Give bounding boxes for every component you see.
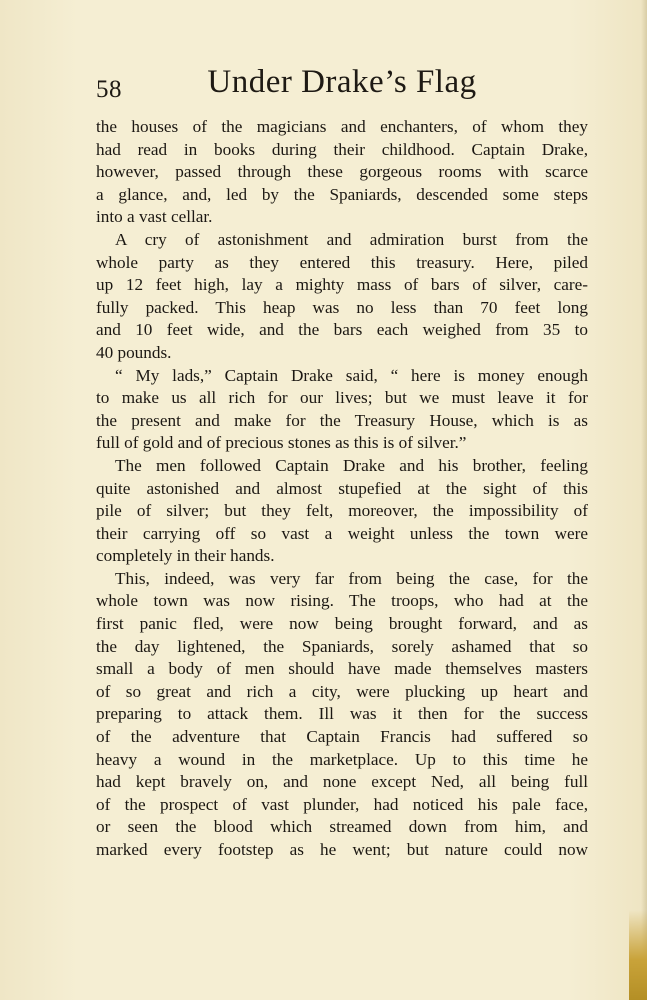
text-line: preparing to attack them. Ill was it then for the success (96, 704, 588, 724)
paragraph (96, 568, 588, 862)
page-number: 58 (96, 76, 122, 103)
text-line: completely in their hands. (96, 546, 275, 566)
text-line: of so great and rich a city, were plucking up heart and (96, 681, 588, 701)
text-line: however, passed through these gorgeous rooms with scarce (96, 162, 588, 182)
paragraph (96, 229, 588, 365)
text-line: pile of silver; but they felt, moreover, the impossibility of (96, 501, 588, 521)
text-line: to make us all rich for our lives; but we must leave it for (96, 388, 588, 408)
text-line: had read in books during their childhood. Captain Drake, (96, 139, 588, 159)
paragraph (96, 455, 588, 568)
text-line: A cry of astonishment and admiration burst from the (115, 229, 588, 249)
text-line: had kept bravely on, and none except Ned, all being full (96, 772, 588, 792)
text-line: small a body of men should have made themselves masters (96, 659, 588, 679)
text-line: of the prospect of vast plunder, had noticed his pale face, (96, 794, 588, 814)
text-line: their carrying off so vast a weight unless the town were (96, 523, 588, 543)
paragraph (96, 365, 588, 455)
text-line: The men followed Captain Drake and his brother, feeling (115, 455, 588, 475)
text-line: heavy a wound in the marketplace. Up to this time he (96, 749, 588, 769)
text-line: first panic fled, were now being brought forward, and as (96, 614, 588, 634)
paragraph (96, 116, 588, 229)
text-line: the day lightened, the Spaniards, sorely ashamed that so (96, 636, 588, 656)
text-line: the present and make for the Treasury House, which is as (96, 410, 588, 430)
running-title: Under Drake’s Flag (207, 64, 477, 100)
text-line: the houses of the magicians and enchanters, of whom they (96, 117, 588, 136)
text-line: and 10 feet wide, and the bars each weighed from 35 to (96, 320, 588, 340)
text-line: into a vast cellar. (96, 207, 213, 227)
text-line: fully packed. This heap was no less than 70 feet long (96, 297, 588, 317)
running-header (96, 64, 588, 108)
text-line: up 12 feet high, lay a mighty mass of bars of silver, care- (96, 275, 588, 295)
text-line: quite astonished and almost stupefied at the sight of this (96, 478, 588, 498)
text-line: of the adventure that Captain Francis had suffered so (96, 727, 588, 747)
text-line: full of gold and of precious stones as this is of silver.” (96, 433, 467, 453)
text-line: 40 pounds. (96, 342, 172, 362)
text-line: whole town was now rising. The troops, who had at the (96, 591, 588, 611)
text-line: marked every footstep as he went; but nature could now (96, 840, 588, 859)
page-corner-stain (629, 910, 647, 1000)
text-line: “ My lads,” Captain Drake said, “ here is money enough (115, 365, 588, 385)
text-line: This, indeed, was very far from being the case, for the (115, 568, 588, 588)
text-line: or seen the blood which streamed down from him, and (96, 817, 588, 837)
body-text (96, 116, 588, 862)
text-line: whole party as they entered this treasury. Here, piled (96, 252, 588, 272)
page-edge-shadow (641, 0, 647, 1000)
text-line: a glance, and, led by the Spaniards, descended some steps (96, 184, 588, 204)
